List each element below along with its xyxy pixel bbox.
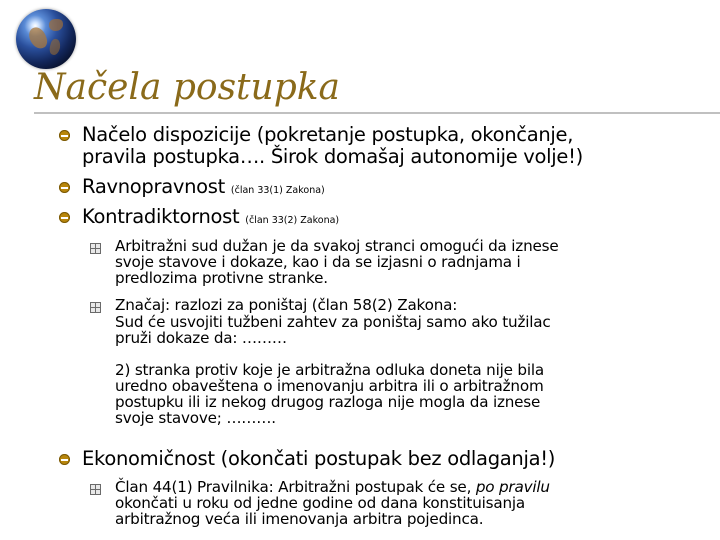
subitem-znacaj-line-5: uredno obaveštena o imenovanju arbitra ili o arbitražnom (115, 377, 544, 395)
subitem-znacaj-line-3: pruži dokaze da: ……… (115, 329, 287, 347)
globe-icon (16, 9, 76, 69)
round-bullet-icon (59, 182, 70, 193)
item-kontradiktornost-note: (član 33(2) Zakona) (245, 215, 340, 226)
square-cross-bullet-icon (90, 484, 101, 495)
subitem-clan44-line-1 (115, 479, 550, 495)
subitem-arbitrazni-sud-line-1: Arbitražni sud dužan je da svakoj stranci omogući da iznese (115, 237, 559, 255)
subitem-znacaj-line-2: Sud će usvojiti tužbeni zahtev za poništaj samo ako tužilac (115, 313, 551, 331)
item-ekonomicnost: Ekonomičnost (okončati postupak bez odlaganja!) (82, 447, 556, 470)
item-dispozicija-line-1: Načelo dispozicije (pokretanje postupka, okončanje, (82, 123, 574, 146)
subitem-arbitrazni-sud-line-2: svoje stavove i dokaze, kao i da se izjasni o radnjama i (115, 253, 521, 271)
subitem-arbitrazni-sud-line-3: predlozima protivne stranke. (115, 269, 328, 287)
title-divider (34, 112, 720, 114)
round-bullet-icon (59, 130, 70, 141)
item-ravnopravnost-note: (član 33(1) Zakona) (230, 185, 325, 196)
item-ravnopravnost-text: Ravnopravnost (82, 175, 225, 198)
subitem-clan44-line-1-italic: po pravilu (475, 478, 550, 496)
item-dispozicija-line-2: pravila postupka…. Širok domašaj autonomije volje!) (82, 145, 583, 168)
slide-title: Načela postupka (34, 67, 341, 108)
item-kontradiktornost (82, 206, 339, 232)
square-cross-bullet-icon (90, 243, 101, 254)
round-bullet-icon (59, 454, 70, 465)
subitem-znacaj-line-4: 2) stranka protiv koje je arbitražna odluka doneta nije bila (115, 361, 544, 379)
subitem-clan44-line-1-start: Član 44(1) Pravilnika: Arbitražni postupak će se, (115, 478, 476, 496)
subitem-znacaj-line-6: postupku ili iz nekog drugog razloga nije mogla da iznese (115, 393, 541, 411)
round-bullet-icon (59, 212, 70, 223)
item-ravnopravnost (82, 176, 325, 202)
square-cross-bullet-icon (90, 302, 101, 313)
subitem-znacaj-line-1: Značaj: razlozi za poništaj (član 58(2) Zakona: (115, 296, 458, 314)
subitem-znacaj-line-7: svoje stavove; ………. (115, 409, 276, 427)
subitem-clan44-line-2: okončati u roku od jedne godine od dana konstituisanja (115, 494, 526, 512)
item-kontradiktornost-text: Kontradiktornost (82, 205, 240, 228)
subitem-clan44-line-3: arbitražnog veća ili imenovanja arbitra pojedinca. (115, 510, 484, 528)
